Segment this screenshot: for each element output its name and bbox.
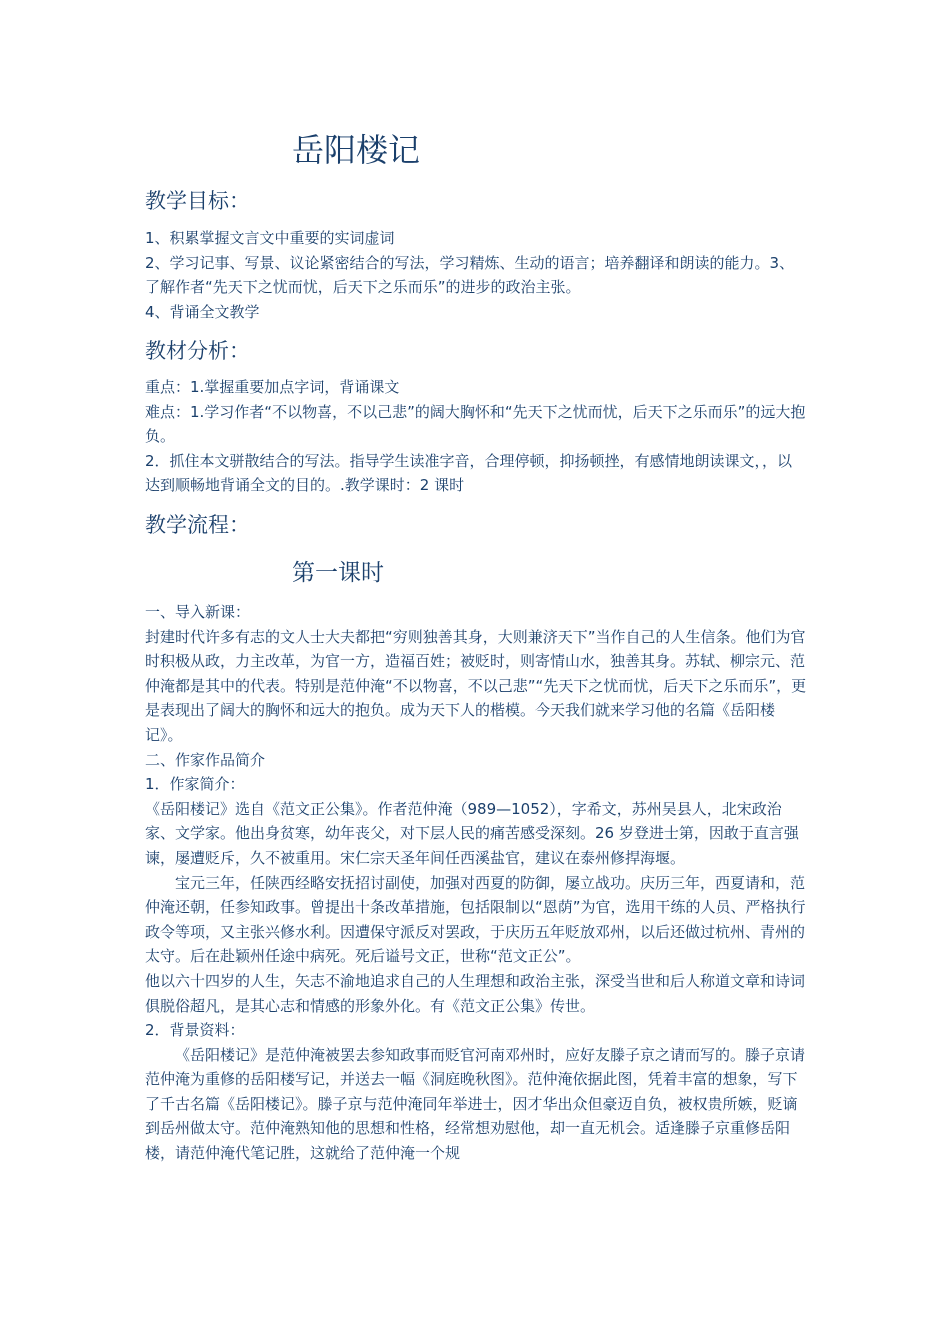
goal-item: 4、背诵全文教学 <box>145 302 260 321</box>
body-paragraph: 宝元三年，任陕西经略安抚招讨副使，加强对西夏的防御，屡立战功。庆历三年，西夏请和，范仲淹还朝，任参知政事。曾提出十条改革措施，包括限制以“恩荫”为官，选用干练的人员、严格执行政令等项，又主张兴修水利。因遭保守派反对罢政，于庆历五年贬放邓州，以后还做过杭州、青州的太守。后在赴颖州任途中病死。死后谥号文正，世称“范文正公”。 <box>145 873 806 966</box>
teaching-goals-list <box>145 226 807 324</box>
document-title: 岳阳楼记 <box>292 131 421 169</box>
goal-item: 1、积累掌握文言文中重要的实词虚词 <box>145 229 395 247</box>
material-analysis-list <box>145 375 807 498</box>
section-heading-teaching-process: 教学流程： <box>145 513 250 537</box>
goal-item: 2、学习记事、写景、议论紧密结合的写法，学习精炼、生动的语言；培养翻译和朗读的能力。3、了解作者“先天下之忧而忧，后天下之乐而乐”的进步的政治主张。 <box>145 253 795 297</box>
body-heading: 2．背景资料： <box>145 1021 245 1040</box>
section-heading-material-analysis: 教材分析： <box>145 339 250 363</box>
lesson-heading: 第一课时 <box>292 560 384 586</box>
analysis-item: 2．抓住本文骈散结合的写法。指导学生读准字音，合理停顿，抑扬顿挫，有感情地朗读课文，，以达到顺畅地背诵全文的目的。.教学课时：2 课时 <box>145 451 793 495</box>
body-paragraph: 《岳阳楼记》是范仲淹被罢去参知政事而贬官河南邓州时，应好友滕子京之请而写的。滕子京请范仲淹为重修的岳阳楼写记，并送去一幅《洞庭晚秋图》。范仲淹依据此图，凭着丰富的想象，写下了千古名篇《岳阳楼记》。滕子京与范仲淹同年举进士，因才华出众但豪迈自负，被权贵所嫉，贬谪到岳州做太守。范仲淹熟知他的思想和性格，经常想劝慰他，却一直无机会。适逢滕子京重修岳阳楼，请范仲淹代笔记胜，这就给了范仲淹一个规 <box>145 1045 806 1163</box>
body-heading: 1．作家简介： <box>145 775 245 794</box>
lesson-body <box>145 600 807 1166</box>
analysis-item: 重点：1.掌握重要加点字词，背诵课文 <box>145 378 400 396</box>
analysis-item: 难点：1.学习作者“不以物喜，不以己悲”的阔大胸怀和“先天下之忧而忧，后天下之乐而乐”的远大抱负。 <box>145 402 806 446</box>
body-paragraph: 《岳阳楼记》选自《范文正公集》。作者范仲淹（989—1052），字希文，苏州吴县人，北宋政治家、文学家。他出身贫寒，幼年丧父，对下层人民的痛苦感受深刻。26 岁登进士第，因敢于直言强谏，屡遭贬斥，久不被重用。宋仁宗天圣年间任西溪盐官，建议在泰州修捍海堰。 <box>145 799 799 867</box>
body-paragraph: 他以六十四岁的人生，矢志不渝地追求自己的人生理想和政治主张，深受当世和后人称道文章和诗词俱脱俗超凡，是其心志和情感的形象外化。有《范文正公集》传世。 <box>145 971 806 1015</box>
body-paragraph: 封建时代许多有志的文人士大夫都把“穷则独善其身，大则兼济天下”当作自己的人生信条。他们为官时积极从政，力主改革，为官一方，造福百姓；被贬时，则寄情山水，独善其身。苏轼、柳宗元、范仲淹都是其中的代表。特别是范仲淹“不以物喜，不以己悲”“先天下之忧而忧，后天下之乐而乐”，更是表现出了阔大的胸怀和远大的抱负。成为天下人的楷模。今天我们就来学习他的名篇《岳阳楼记》。 <box>145 627 807 744</box>
section-heading-teaching-goals: 教学目标： <box>145 189 250 213</box>
body-heading: 一、导入新课： <box>145 603 251 621</box>
body-heading: 二、作家作品简介 <box>145 750 266 769</box>
